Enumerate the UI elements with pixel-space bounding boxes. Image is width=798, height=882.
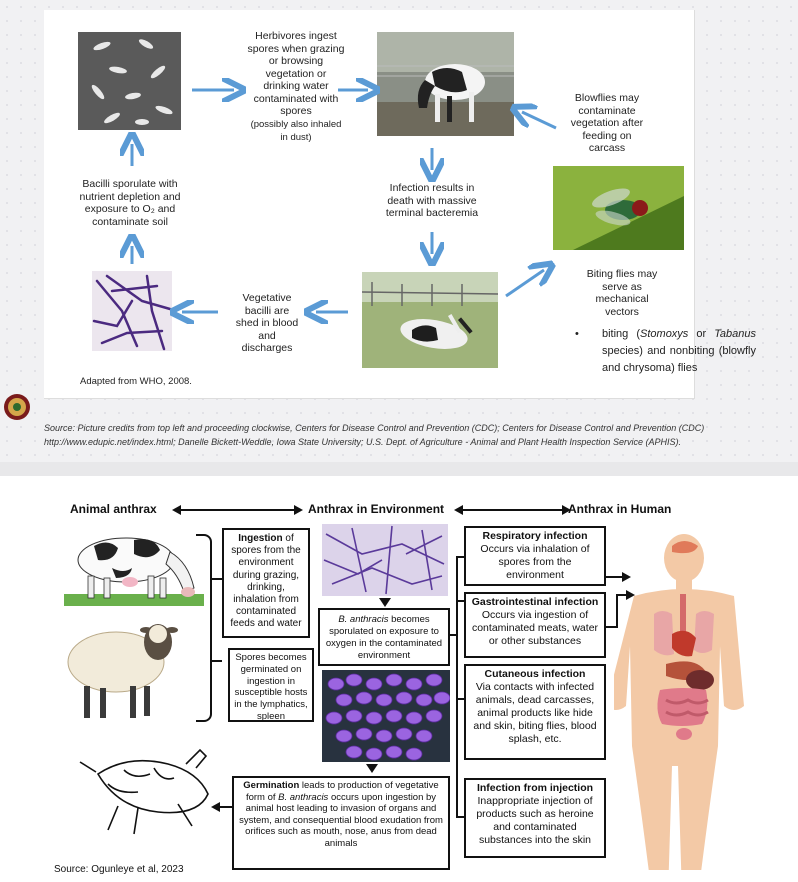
arrow-down-to-sporulated (379, 598, 391, 607)
spores-germinated-box: Spores becomes germinated on ingestion in susceptible hosts in the lymphatics, spleen (228, 648, 314, 722)
header-arrow-left-line (178, 509, 296, 511)
animal-bracket (196, 534, 212, 722)
conn-gi (456, 600, 464, 602)
germination-box: Germination leads to production of vegetative form of B. anthracis occurs upon ingestion by animal host leading to invasion of organs and system, and consequential blood exudation from orifices such as mouth, nose, anus from dead animals (232, 776, 450, 870)
human-body-illustration (614, 534, 764, 870)
respiratory-box: Respiratory infection Occurs via inhalation of spores from the environment (464, 526, 606, 586)
adapted-note: Adapted from WHO, 2008. (80, 376, 192, 387)
vegetative-text: Vegetative bacilli are shed in blood and discharges (235, 292, 299, 354)
cow-illustration (64, 524, 204, 608)
source-line-1: Source: Picture credits from top left and proceeding clockwise, Centers for Disease Control and Prevention (CDC); Centers for Disease Control and Prevention (CDC) (44, 423, 705, 433)
spores-cluster-image (322, 670, 450, 762)
bullet-text: • biting (Stomoxys or Tabanus species) and nonbiting (blowfly and chrysoma) flies (575, 328, 756, 374)
bottom-slide (0, 476, 798, 882)
env-to-human-line (450, 634, 458, 636)
cutaneous-box: Cutaneous infection Via contacts with infected animals, dead carcasses, animal products like hide and skin, biting flies, blood splash, etc. (464, 664, 606, 760)
sporulated-box: B. anthracis becomes sporulated on exposure to oxygen in the contaminated environment (318, 608, 450, 666)
germination-to-dead-line (218, 806, 232, 808)
conn-resp (456, 556, 464, 558)
header-arrow-left-tip (172, 505, 181, 515)
university-seal (2, 392, 32, 422)
header-anthrax-environment: Anthrax in Environment (308, 502, 445, 516)
biting-flies-text: Biting flies may serve as mechanical vectors (586, 268, 658, 318)
dead-animal-sketch (78, 734, 216, 836)
arrow-to-germination (366, 764, 378, 773)
blowflies-text: Blowflies may contaminate vegetation after feeding on carcass (570, 92, 644, 154)
source-line-2: http://www.edupic.net/index.html; Danelle Bickett-Weddle, Iowa State University; U.S. Dept. of Agriculture - Animal and Plant Health Inspection Service (APHIS). (44, 437, 681, 447)
injection-box: Infection from injection Inappropriate injection of products such as heroine and contaminated substances into the skin (464, 778, 606, 858)
header-animal-anthrax: Animal anthrax (70, 502, 157, 516)
bracket-to-ingestion (210, 578, 222, 580)
bacilli-text: Bacilli sporulate with nutrient depletion and exposure to O₂ and contaminate soil (79, 178, 181, 228)
header-anthrax-human: Anthrax in Human (568, 502, 672, 516)
conn-cut (456, 698, 464, 700)
ingestion-box: Ingestion of spores from the environment during grazing, drinking, inhalation from contaminated feeds and water (222, 528, 310, 638)
sheep-illustration (64, 616, 184, 722)
lifecycle-panel (44, 10, 756, 399)
germination-to-dead-tip (211, 802, 220, 812)
lifecycle-arrows (44, 10, 694, 398)
infection-text: Infection results in death with massive terminal bacteremia (385, 182, 479, 219)
bracket-to-spores (210, 660, 222, 662)
header-arrow-left-tip2 (294, 505, 303, 515)
gastrointestinal-box: Gastrointestinal infection Occurs via ingestion of contaminated meats, water or other substances (464, 592, 606, 658)
slide-divider (0, 462, 798, 476)
bottom-source: Source: Ogunleye et al, 2023 (54, 864, 184, 875)
conn-inj (456, 816, 464, 818)
human-connector (456, 556, 458, 818)
header-arrow-right-tip2 (562, 505, 571, 515)
header-arrow-right-tip (454, 505, 463, 515)
header-arrow-right-line (460, 509, 564, 511)
herbivores-text: Herbivores ingest spores when grazing or browsing vegetation or drinking water contaminated with spores (possibly also inhaled in dust) (247, 30, 345, 143)
bacilli-chains-image (322, 524, 448, 596)
